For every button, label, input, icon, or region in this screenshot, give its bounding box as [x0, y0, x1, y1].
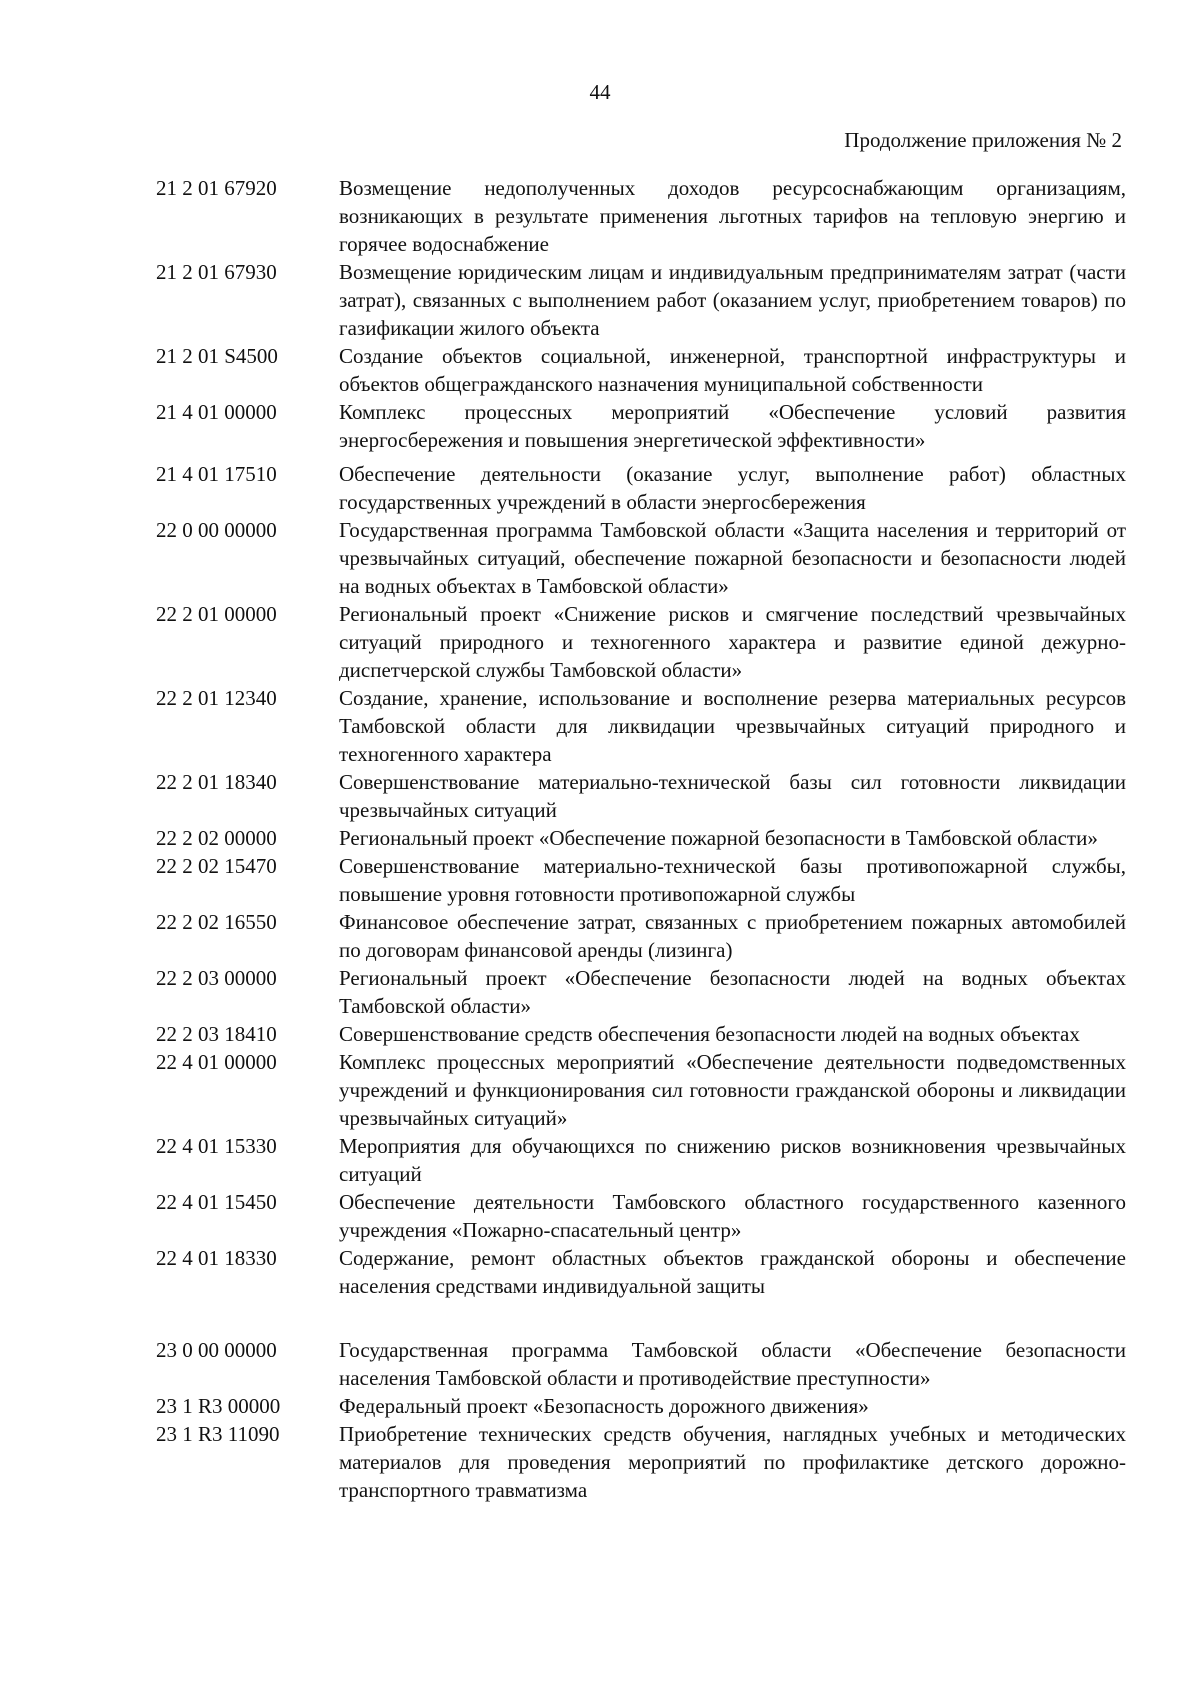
row-description: Федеральный проект «Безопасность дорожного движения»: [339, 1394, 869, 1418]
row-code: 21 2 01 S4500: [156, 344, 278, 368]
row-code: 22 4 01 15330: [156, 1134, 277, 1158]
row-code: 22 4 01 18330: [156, 1246, 277, 1270]
row-description: Создание, хранение, использование и восполнение резерва материальных ресурсов Тамбовской области для ликвидации чрезвычайных ситуаций природного и техногенного характера: [339, 686, 1126, 766]
list-item: [156, 684, 1126, 768]
list-item: [156, 398, 1126, 454]
row-description: Мероприятия для обучающихся по снижению рисков возникновения чрезвычайных ситуаций: [339, 1134, 1126, 1186]
row-description: Региональный проект «Обеспечение пожарной безопасности в Тамбовской области»: [339, 826, 1098, 850]
row-description: Содержание, ремонт областных объектов гражданской обороны и обеспечение населения средствами индивидуальной защиты: [339, 1246, 1126, 1298]
row-code: 23 1 R3 11090: [156, 1422, 280, 1446]
row-code: 21 2 01 67920: [156, 176, 277, 200]
row-code: 23 0 00 00000: [156, 1338, 277, 1362]
list-item: [156, 342, 1126, 398]
row-code: 22 2 03 00000: [156, 966, 277, 990]
row-description: Приобретение технических средств обучения, наглядных учебных и методических материалов для проведения мероприятий по профилактике детского дорожно-транспортного травматизма: [339, 1422, 1126, 1502]
row-description: Совершенствование материально-технической базы противопожарной службы, повышение уровня готовности противопожарной службы: [339, 854, 1126, 906]
row-code: 22 4 01 15450: [156, 1190, 277, 1214]
row-description: Возмещение юридическим лицам и индивидуальным предпринимателям затрат (части затрат), связанных с выполнением работ (оказанием услуг, приобретением товаров) по газификации жилого объекта: [339, 260, 1126, 340]
list-item: [156, 1188, 1126, 1244]
row-description: Создание объектов социальной, инженерной, транспортной инфраструктуры и объектов общегражданского назначения муниципальной собственности: [339, 344, 1126, 396]
row-code: 21 2 01 67930: [156, 260, 277, 284]
list-item: [156, 824, 1126, 852]
list-item: [156, 516, 1126, 600]
row-description: Совершенствование средств обеспечения безопасности людей на водных объектах: [339, 1022, 1080, 1046]
list-item: [156, 1048, 1126, 1132]
list-item: [156, 460, 1126, 516]
row-description: Возмещение недополученных доходов ресурсоснабжающим организациям, возникающих в результате применения льготных тарифов на тепловую энергию и горячее водоснабжение: [339, 176, 1126, 256]
list-item: [156, 600, 1126, 684]
row-code: 22 2 02 00000: [156, 826, 277, 850]
list-item: [156, 258, 1126, 342]
row-code: 22 2 01 12340: [156, 686, 277, 710]
list-item: [156, 1244, 1126, 1300]
list-item: [156, 768, 1126, 824]
list-item: [156, 852, 1126, 908]
list-item: [156, 1392, 1126, 1420]
row-description: Совершенствование материально-технической базы сил готовности ликвидации чрезвычайных ситуаций: [339, 770, 1126, 822]
page-number: 44: [589, 80, 611, 104]
list-item: [156, 1420, 1126, 1504]
row-description: Обеспечение деятельности Тамбовского областного государственного казенного учреждения «Пожарно-спасательный центр»: [339, 1190, 1126, 1242]
row-code: 21 4 01 00000: [156, 400, 277, 424]
list-item: [156, 908, 1126, 964]
row-description: Финансовое обеспечение затрат, связанных с приобретением пожарных автомобилей по договорам финансовой аренды (лизинга): [339, 910, 1126, 962]
row-code: 22 2 02 15470: [156, 854, 277, 878]
list-item: [156, 964, 1126, 1020]
appendix-note: Продолжение приложения № 2: [844, 128, 1122, 152]
row-description: Комплекс процессных мероприятий «Обеспечение деятельности подведомственных учреждений и функционирования сил готовности гражданской обороны и ликвидации чрезвычайных ситуаций»: [339, 1050, 1126, 1130]
list-item: [156, 1020, 1126, 1048]
row-code: 22 2 03 18410: [156, 1022, 277, 1046]
row-description: Комплекс процессных мероприятий «Обеспечение условий развития энергосбережения и повышения энергетической эффективности»: [339, 400, 1126, 452]
list-item: [156, 1132, 1126, 1188]
row-code: 22 4 01 00000: [156, 1050, 277, 1074]
list-item: [156, 174, 1126, 258]
row-description: Государственная программа Тамбовской области «Обеспечение безопасности населения Тамбовской области и противодействие преступности»: [339, 1338, 1126, 1390]
row-code: 22 2 01 18340: [156, 770, 277, 794]
row-description: Государственная программа Тамбовской области «Защита населения и территорий от чрезвычайных ситуаций, обеспечение пожарной безопасности и безопасности людей на водных объектах в Тамбовской области»: [339, 518, 1126, 598]
list-item: [156, 1336, 1126, 1392]
row-description: Обеспечение деятельности (оказание услуг, выполнение работ) областных государственных учреждений в области энергосбережения: [339, 462, 1126, 514]
code-list: [156, 174, 1126, 1504]
row-code: 22 2 01 00000: [156, 602, 277, 626]
row-code: 22 2 02 16550: [156, 910, 277, 934]
row-code: 21 4 01 17510: [156, 462, 277, 486]
row-description: Региональный проект «Снижение рисков и смягчение последствий чрезвычайных ситуаций природного и техногенного характера и развитие единой дежурно-диспетчерской службы Тамбовской области»: [339, 602, 1126, 682]
row-code: 22 0 00 00000: [156, 518, 277, 542]
row-description: Региональный проект «Обеспечение безопасности людей на водных объектах Тамбовской области»: [339, 966, 1126, 1018]
row-code: 23 1 R3 00000: [156, 1394, 281, 1418]
